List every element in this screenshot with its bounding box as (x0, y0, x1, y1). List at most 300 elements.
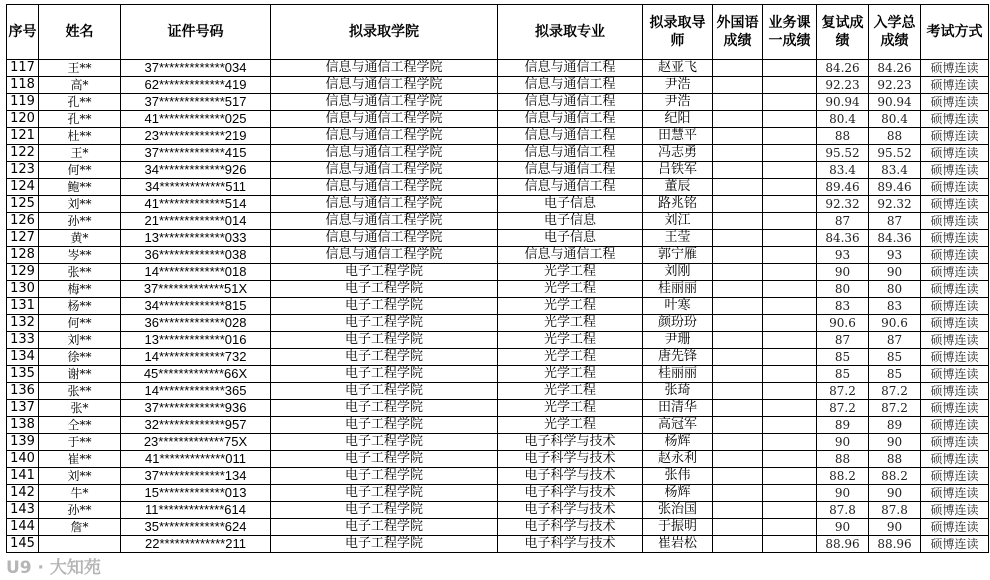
cell-major: 光学工程 (498, 264, 643, 281)
cell-id: 13*************033 (121, 230, 271, 247)
cell-seq: 145 (7, 536, 39, 553)
header-id: 证件号码 (121, 5, 271, 60)
cell-seq: 140 (7, 451, 39, 468)
cell-seq: 119 (7, 94, 39, 111)
cell-foreign-score (713, 60, 763, 77)
cell-total-score: 87.2 (869, 383, 921, 400)
cell-college: 电子工程学院 (271, 451, 498, 468)
cell-course-score (763, 230, 817, 247)
cell-name: 梅** (39, 281, 121, 298)
cell-advisor: 纪阳 (643, 111, 713, 128)
cell-major: 信息与通信工程 (498, 162, 643, 179)
cell-id: 32*************957 (121, 417, 271, 434)
cell-name: 鲍** (39, 179, 121, 196)
cell-seq: 132 (7, 315, 39, 332)
cell-advisor: 田清华 (643, 400, 713, 417)
header-total-score: 入学总成绩 (869, 5, 921, 60)
cell-total-score: 87 (869, 332, 921, 349)
cell-seq: 137 (7, 400, 39, 417)
cell-foreign-score (713, 366, 763, 383)
cell-advisor: 杨辉 (643, 434, 713, 451)
cell-total-score: 90 (869, 264, 921, 281)
cell-college: 信息与通信工程学院 (271, 196, 498, 213)
cell-name: 王** (39, 60, 121, 77)
cell-advisor: 冯志勇 (643, 145, 713, 162)
cell-exam-method: 硕博连读 (921, 213, 989, 230)
cell-retest-score: 88 (817, 451, 869, 468)
table-row (7, 434, 989, 451)
header-major: 拟录取专业 (498, 5, 643, 60)
cell-foreign-score (713, 162, 763, 179)
table-row (7, 162, 989, 179)
cell-major: 光学工程 (498, 349, 643, 366)
cell-foreign-score (713, 536, 763, 553)
cell-id: 23*************219 (121, 128, 271, 145)
cell-id: 36*************028 (121, 315, 271, 332)
cell-course-score (763, 128, 817, 145)
cell-major: 电子信息 (498, 196, 643, 213)
cell-id: 36*************038 (121, 247, 271, 264)
cell-seq: 126 (7, 213, 39, 230)
cell-advisor: 田慧平 (643, 128, 713, 145)
cell-course-score (763, 213, 817, 230)
cell-id: 37*************034 (121, 60, 271, 77)
cell-college: 电子工程学院 (271, 349, 498, 366)
cell-exam-method: 硕博连读 (921, 77, 989, 94)
cell-foreign-score (713, 179, 763, 196)
cell-id: 11*************614 (121, 502, 271, 519)
cell-total-score: 88.2 (869, 468, 921, 485)
cell-major: 信息与通信工程 (498, 60, 643, 77)
cell-foreign-score (713, 468, 763, 485)
cell-total-score: 90.6 (869, 315, 921, 332)
cell-advisor: 郭宁雁 (643, 247, 713, 264)
cell-course-score (763, 468, 817, 485)
cell-college: 电子工程学院 (271, 400, 498, 417)
cell-advisor: 叶寒 (643, 298, 713, 315)
cell-major: 光学工程 (498, 366, 643, 383)
cell-retest-score: 95.52 (817, 145, 869, 162)
cell-seq: 135 (7, 366, 39, 383)
cell-college: 电子工程学院 (271, 417, 498, 434)
cell-college: 信息与通信工程学院 (271, 60, 498, 77)
cell-name: 高* (39, 77, 121, 94)
cell-exam-method: 硕博连读 (921, 247, 989, 264)
cell-retest-score: 87.2 (817, 400, 869, 417)
table-row (7, 298, 989, 315)
cell-course-score (763, 502, 817, 519)
cell-college: 电子工程学院 (271, 281, 498, 298)
cell-id: 37*************134 (121, 468, 271, 485)
cell-foreign-score (713, 298, 763, 315)
cell-foreign-score (713, 383, 763, 400)
cell-foreign-score (713, 502, 763, 519)
cell-id: 41*************025 (121, 111, 271, 128)
cell-total-score: 80.4 (869, 111, 921, 128)
cell-name: 崔** (39, 451, 121, 468)
cell-course-score (763, 349, 817, 366)
cell-name: 仝** (39, 417, 121, 434)
table-row (7, 128, 989, 145)
cell-college: 信息与通信工程学院 (271, 111, 498, 128)
cell-total-score: 90.94 (869, 94, 921, 111)
cell-foreign-score (713, 485, 763, 502)
cell-retest-score: 87.8 (817, 502, 869, 519)
cell-total-score: 84.26 (869, 60, 921, 77)
cell-retest-score: 87 (817, 213, 869, 230)
cell-college: 信息与通信工程学院 (271, 94, 498, 111)
cell-college: 电子工程学院 (271, 468, 498, 485)
cell-name: 于** (39, 434, 121, 451)
cell-total-score: 93 (869, 247, 921, 264)
cell-course-score (763, 247, 817, 264)
cell-id: 35*************624 (121, 519, 271, 536)
cell-seq: 144 (7, 519, 39, 536)
cell-advisor: 尹珊 (643, 332, 713, 349)
cell-advisor: 赵永利 (643, 451, 713, 468)
cell-advisor: 尹浩 (643, 77, 713, 94)
cell-retest-score: 90 (817, 519, 869, 536)
cell-advisor: 颜玢玢 (643, 315, 713, 332)
cell-course-score (763, 332, 817, 349)
cell-id: 13*************016 (121, 332, 271, 349)
cell-retest-score: 85 (817, 366, 869, 383)
cell-course-score (763, 60, 817, 77)
cell-name: 黄* (39, 230, 121, 247)
cell-college: 信息与通信工程学院 (271, 77, 498, 94)
table-row (7, 366, 989, 383)
cell-total-score: 87.8 (869, 502, 921, 519)
cell-college: 电子工程学院 (271, 519, 498, 536)
cell-college: 信息与通信工程学院 (271, 230, 498, 247)
cell-total-score: 87.2 (869, 400, 921, 417)
cell-advisor: 王莹 (643, 230, 713, 247)
cell-id: 37*************51X (121, 281, 271, 298)
table-row (7, 485, 989, 502)
cell-course-score (763, 77, 817, 94)
cell-id: 34*************511 (121, 179, 271, 196)
cell-exam-method: 硕博连读 (921, 315, 989, 332)
cell-foreign-score (713, 213, 763, 230)
table-row (7, 519, 989, 536)
cell-course-score (763, 145, 817, 162)
cell-exam-method: 硕博连读 (921, 145, 989, 162)
table-row (7, 281, 989, 298)
cell-college: 电子工程学院 (271, 434, 498, 451)
cell-seq: 117 (7, 60, 39, 77)
cell-retest-score: 83 (817, 298, 869, 315)
cell-exam-method: 硕博连读 (921, 451, 989, 468)
cell-foreign-score (713, 145, 763, 162)
cell-major: 电子科学与技术 (498, 485, 643, 502)
cell-major: 电子科学与技术 (498, 536, 643, 553)
cell-major: 电子科学与技术 (498, 451, 643, 468)
cell-id: 14*************732 (121, 349, 271, 366)
admission-table (6, 4, 989, 553)
cell-foreign-score (713, 247, 763, 264)
cell-seq: 125 (7, 196, 39, 213)
cell-exam-method: 硕博连读 (921, 485, 989, 502)
cell-retest-score: 90.94 (817, 94, 869, 111)
cell-exam-method: 硕博连读 (921, 111, 989, 128)
cell-major: 电子科学与技术 (498, 468, 643, 485)
table-row (7, 60, 989, 77)
cell-seq: 127 (7, 230, 39, 247)
cell-retest-score: 85 (817, 349, 869, 366)
cell-total-score: 87 (869, 213, 921, 230)
cell-seq: 138 (7, 417, 39, 434)
cell-name: 刘** (39, 468, 121, 485)
cell-exam-method: 硕博连读 (921, 434, 989, 451)
cell-id: 15*************013 (121, 485, 271, 502)
cell-major: 光学工程 (498, 400, 643, 417)
table-row (7, 502, 989, 519)
cell-course-score (763, 179, 817, 196)
cell-major: 电子信息 (498, 213, 643, 230)
cell-course-score (763, 400, 817, 417)
cell-exam-method: 硕博连读 (921, 162, 989, 179)
cell-major: 信息与通信工程 (498, 247, 643, 264)
table-row (7, 349, 989, 366)
cell-advisor: 于振明 (643, 519, 713, 536)
cell-name: 岑** (39, 247, 121, 264)
cell-id: 22*************211 (121, 536, 271, 553)
cell-advisor: 刘刚 (643, 264, 713, 281)
cell-name: 王* (39, 145, 121, 162)
header-foreign-score: 外国语成绩 (713, 5, 763, 60)
cell-id: 34*************815 (121, 298, 271, 315)
cell-retest-score: 87.2 (817, 383, 869, 400)
cell-name: 孙** (39, 213, 121, 230)
cell-course-score (763, 519, 817, 536)
cell-exam-method: 硕博连读 (921, 60, 989, 77)
cell-seq: 123 (7, 162, 39, 179)
cell-college: 信息与通信工程学院 (271, 145, 498, 162)
cell-retest-score: 90 (817, 434, 869, 451)
cell-name: 何** (39, 162, 121, 179)
cell-major: 信息与通信工程 (498, 77, 643, 94)
cell-major: 光学工程 (498, 383, 643, 400)
cell-course-score (763, 111, 817, 128)
cell-name: 孔** (39, 94, 121, 111)
cell-id: 62*************419 (121, 77, 271, 94)
table-row (7, 196, 989, 213)
cell-advisor: 路兆铭 (643, 196, 713, 213)
cell-college: 电子工程学院 (271, 485, 498, 502)
cell-foreign-score (713, 128, 763, 145)
cell-name: 杜** (39, 128, 121, 145)
cell-name: 张** (39, 383, 121, 400)
cell-name: 牛* (39, 485, 121, 502)
cell-advisor: 唐先锋 (643, 349, 713, 366)
watermark-logo: U9 · 大知苑 (6, 558, 101, 578)
cell-major: 光学工程 (498, 298, 643, 315)
table-row (7, 383, 989, 400)
cell-seq: 124 (7, 179, 39, 196)
table-body (7, 60, 989, 553)
cell-id: 21*************014 (121, 213, 271, 230)
cell-seq: 129 (7, 264, 39, 281)
cell-course-score (763, 196, 817, 213)
cell-foreign-score (713, 77, 763, 94)
cell-major: 电子信息 (498, 230, 643, 247)
cell-major: 信息与通信工程 (498, 111, 643, 128)
cell-total-score: 85 (869, 349, 921, 366)
cell-foreign-score (713, 400, 763, 417)
cell-retest-score: 89.46 (817, 179, 869, 196)
cell-exam-method: 硕博连读 (921, 281, 989, 298)
cell-id: 34*************926 (121, 162, 271, 179)
cell-college: 电子工程学院 (271, 383, 498, 400)
header-name: 姓名 (39, 5, 121, 60)
cell-total-score: 85 (869, 366, 921, 383)
cell-seq: 143 (7, 502, 39, 519)
cell-college: 电子工程学院 (271, 298, 498, 315)
cell-seq: 136 (7, 383, 39, 400)
cell-total-score: 83 (869, 298, 921, 315)
cell-exam-method: 硕博连读 (921, 468, 989, 485)
cell-exam-method: 硕博连读 (921, 298, 989, 315)
cell-name (39, 536, 121, 553)
cell-retest-score: 88.96 (817, 536, 869, 553)
cell-major: 光学工程 (498, 332, 643, 349)
table-row (7, 332, 989, 349)
cell-name: 刘** (39, 196, 121, 213)
cell-total-score: 92.32 (869, 196, 921, 213)
table-row (7, 213, 989, 230)
cell-college: 电子工程学院 (271, 315, 498, 332)
cell-advisor: 桂丽丽 (643, 366, 713, 383)
cell-college: 信息与通信工程学院 (271, 213, 498, 230)
cell-foreign-score (713, 230, 763, 247)
cell-retest-score: 92.32 (817, 196, 869, 213)
cell-total-score: 88 (869, 451, 921, 468)
cell-total-score: 83.4 (869, 162, 921, 179)
cell-id: 37*************936 (121, 400, 271, 417)
cell-total-score: 90 (869, 485, 921, 502)
cell-retest-score: 80 (817, 281, 869, 298)
table-row (7, 468, 989, 485)
cell-name: 张** (39, 264, 121, 281)
cell-total-score: 84.36 (869, 230, 921, 247)
cell-seq: 133 (7, 332, 39, 349)
table-row (7, 315, 989, 332)
table-row (7, 451, 989, 468)
cell-advisor: 崔岩松 (643, 536, 713, 553)
cell-college: 信息与通信工程学院 (271, 128, 498, 145)
table-row (7, 230, 989, 247)
header-course-score: 业务课一成绩 (763, 5, 817, 60)
cell-exam-method: 硕博连读 (921, 417, 989, 434)
cell-id: 23*************75X (121, 434, 271, 451)
cell-id: 41*************011 (121, 451, 271, 468)
cell-seq: 121 (7, 128, 39, 145)
cell-college: 电子工程学院 (271, 366, 498, 383)
cell-exam-method: 硕博连读 (921, 536, 989, 553)
cell-exam-method: 硕博连读 (921, 366, 989, 383)
cell-major: 信息与通信工程 (498, 128, 643, 145)
cell-course-score (763, 383, 817, 400)
cell-total-score: 80 (869, 281, 921, 298)
cell-advisor: 桂丽丽 (643, 281, 713, 298)
table-row (7, 145, 989, 162)
cell-seq: 130 (7, 281, 39, 298)
cell-advisor: 杨辉 (643, 485, 713, 502)
cell-major: 电子科学与技术 (498, 502, 643, 519)
cell-retest-score: 87 (817, 332, 869, 349)
cell-course-score (763, 417, 817, 434)
cell-college: 电子工程学院 (271, 502, 498, 519)
cell-exam-method: 硕博连读 (921, 519, 989, 536)
cell-foreign-score (713, 281, 763, 298)
cell-retest-score: 80.4 (817, 111, 869, 128)
cell-seq: 134 (7, 349, 39, 366)
cell-major: 信息与通信工程 (498, 94, 643, 111)
cell-retest-score: 89 (817, 417, 869, 434)
table-row (7, 417, 989, 434)
cell-foreign-score (713, 264, 763, 281)
cell-seq: 141 (7, 468, 39, 485)
table-row (7, 94, 989, 111)
cell-retest-score: 93 (817, 247, 869, 264)
cell-retest-score: 90.6 (817, 315, 869, 332)
cell-retest-score: 88.2 (817, 468, 869, 485)
cell-name: 孙** (39, 502, 121, 519)
table-header-row (7, 5, 989, 60)
cell-foreign-score (713, 349, 763, 366)
cell-exam-method: 硕博连读 (921, 400, 989, 417)
cell-name: 谢** (39, 366, 121, 383)
cell-advisor: 张伟 (643, 468, 713, 485)
cell-total-score: 88 (869, 128, 921, 145)
cell-name: 徐** (39, 349, 121, 366)
cell-exam-method: 硕博连读 (921, 128, 989, 145)
cell-course-score (763, 298, 817, 315)
table-row (7, 264, 989, 281)
cell-name: 张* (39, 400, 121, 417)
cell-id: 41*************514 (121, 196, 271, 213)
admission-table-container (6, 4, 989, 553)
cell-foreign-score (713, 315, 763, 332)
cell-foreign-score (713, 417, 763, 434)
cell-id: 45*************66X (121, 366, 271, 383)
cell-major: 电子科学与技术 (498, 434, 643, 451)
cell-total-score: 88.96 (869, 536, 921, 553)
table-row (7, 111, 989, 128)
cell-course-score (763, 315, 817, 332)
cell-exam-method: 硕博连读 (921, 264, 989, 281)
cell-exam-method: 硕博连读 (921, 502, 989, 519)
cell-id: 14*************018 (121, 264, 271, 281)
cell-advisor: 董辰 (643, 179, 713, 196)
cell-retest-score: 90 (817, 264, 869, 281)
cell-major: 电子科学与技术 (498, 519, 643, 536)
cell-exam-method: 硕博连读 (921, 179, 989, 196)
cell-seq: 118 (7, 77, 39, 94)
header-seq: 序号 (7, 5, 39, 60)
cell-seq: 139 (7, 434, 39, 451)
cell-course-score (763, 281, 817, 298)
cell-total-score: 89.46 (869, 179, 921, 196)
cell-total-score: 90 (869, 519, 921, 536)
cell-retest-score: 90 (817, 485, 869, 502)
cell-name: 詹* (39, 519, 121, 536)
table-row (7, 77, 989, 94)
cell-foreign-score (713, 434, 763, 451)
cell-retest-score: 84.36 (817, 230, 869, 247)
cell-college: 电子工程学院 (271, 264, 498, 281)
cell-seq: 131 (7, 298, 39, 315)
